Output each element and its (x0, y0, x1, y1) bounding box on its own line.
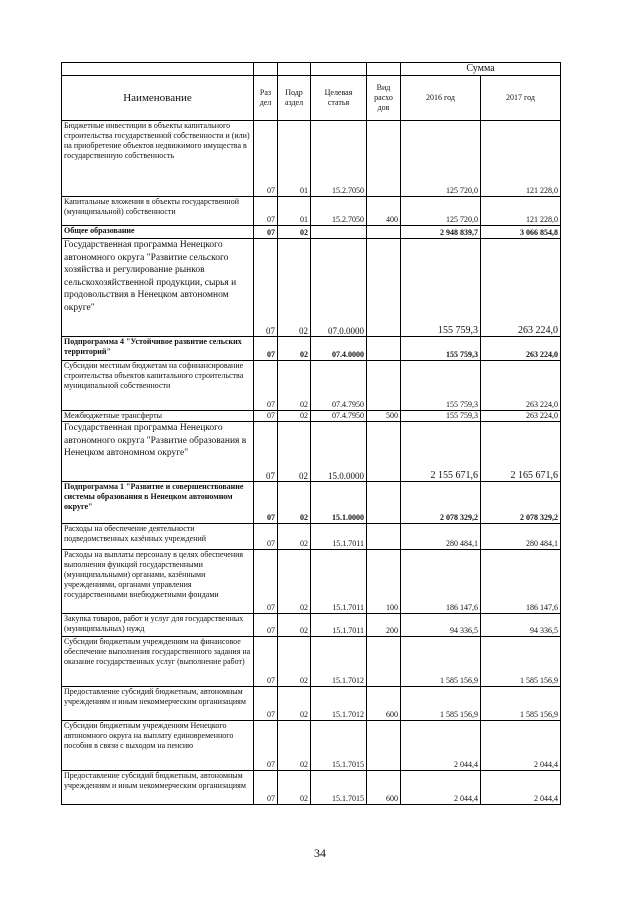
row-podrazdel: 02 (278, 524, 311, 550)
table-row (62, 226, 561, 239)
row-2017: 2 044,4 (481, 771, 561, 805)
row-2017: 2 078 329,2 (481, 482, 561, 524)
row-razdel: 07 (254, 771, 278, 805)
row-name: Предоставление субсидий бюджетным, автономным учреждениям и иным некоммерческим организациям (62, 687, 254, 721)
table-row (62, 687, 561, 721)
row-2017: 263 224,0 (481, 411, 561, 422)
row-razdel: 07 (254, 550, 278, 614)
row-target: 15.1.0000 (311, 482, 367, 524)
row-name: Государственная программа Ненецкого автономного округа "Развитие сельского хозяйства и регулирование рынков сельскохозяйственной продукции, сырья и продовольствия в Ненецком автономном округе" (62, 239, 254, 337)
table-row (62, 411, 561, 422)
row-vid: 600 (367, 687, 401, 721)
table-row (62, 721, 561, 771)
header-name: Наименование (62, 76, 254, 121)
table-row (62, 614, 561, 637)
row-podrazdel: 02 (278, 721, 311, 771)
row-vid (367, 239, 401, 337)
table-row (62, 550, 561, 614)
row-name: Межбюджетные трансферты (62, 411, 254, 422)
row-target: 15.1.7015 (311, 721, 367, 771)
row-target: 07.4.7950 (311, 361, 367, 411)
row-razdel: 07 (254, 197, 278, 226)
row-razdel: 07 (254, 422, 278, 482)
row-razdel: 07 (254, 226, 278, 239)
header-year-2017: 2017 год (481, 76, 561, 121)
header-top-row (62, 63, 561, 76)
row-vid (367, 721, 401, 771)
row-2016: 155 759,3 (401, 239, 481, 337)
row-2016: 1 585 156,9 (401, 637, 481, 687)
row-2017: 1 585 156,9 (481, 687, 561, 721)
table-row (62, 239, 561, 337)
row-2017: 2 165 671,6 (481, 422, 561, 482)
row-name: Расходы на выплаты персоналу в целях обеспечения выполнения функций государственными (муниципальными) органами, казёнными учреждениями, органами управления государственными внебюджетными фондами (62, 550, 254, 614)
row-2017: 280 484,1 (481, 524, 561, 550)
row-target: 15.0.0000 (311, 422, 367, 482)
row-name: Субсидии бюджетным учреждениям Ненецкого автономного округа на выплату единовременного пособия в связи с выходом на пенсию (62, 721, 254, 771)
row-target: 15.1.7011 (311, 550, 367, 614)
row-2016: 155 759,3 (401, 361, 481, 411)
table-row (62, 197, 561, 226)
row-razdel: 07 (254, 411, 278, 422)
row-2016: 94 336,5 (401, 614, 481, 637)
table-row (62, 337, 561, 361)
row-2016: 2 078 329,2 (401, 482, 481, 524)
row-target: 15.1.7012 (311, 687, 367, 721)
row-podrazdel: 02 (278, 482, 311, 524)
row-razdel: 07 (254, 721, 278, 771)
row-target: 15.2.7050 (311, 121, 367, 197)
table-row (62, 361, 561, 411)
table-row (62, 771, 561, 805)
row-target: 15.1.7011 (311, 524, 367, 550)
row-target: 07.0.0000 (311, 239, 367, 337)
row-razdel: 07 (254, 482, 278, 524)
row-target: 15.2.7050 (311, 197, 367, 226)
header-target: Целевая статья (311, 76, 367, 121)
row-target: 07.4.7950 (311, 411, 367, 422)
page-number: 34 (314, 846, 326, 860)
row-podrazdel: 02 (278, 771, 311, 805)
table-row (62, 422, 561, 482)
row-2016: 186 147,6 (401, 550, 481, 614)
row-2016: 2 044,4 (401, 721, 481, 771)
row-vid (367, 361, 401, 411)
row-name: Предоставление субсидий бюджетным, автономным учреждениям и иным некоммерческим организациям (62, 771, 254, 805)
row-2016: 280 484,1 (401, 524, 481, 550)
row-2017: 263 224,0 (481, 239, 561, 337)
row-2016: 155 759,3 (401, 337, 481, 361)
table-row (62, 121, 561, 197)
row-razdel: 07 (254, 337, 278, 361)
row-name: Субсидии местным бюджетам на софинансирование строительства объектов капитального строительства муниципальной собственности (62, 361, 254, 411)
row-2017: 2 044,4 (481, 721, 561, 771)
row-razdel: 07 (254, 524, 278, 550)
row-2016: 1 585 156,9 (401, 687, 481, 721)
row-razdel: 07 (254, 121, 278, 197)
header-summa: Сумма (401, 63, 561, 76)
header-podrazdel: Подр аздел (278, 76, 311, 121)
row-2017: 263 224,0 (481, 361, 561, 411)
row-2017: 186 147,6 (481, 550, 561, 614)
row-podrazdel: 02 (278, 687, 311, 721)
row-vid: 600 (367, 771, 401, 805)
row-vid: 200 (367, 614, 401, 637)
row-razdel: 07 (254, 239, 278, 337)
row-2017: 1 585 156,9 (481, 637, 561, 687)
row-2017: 263 224,0 (481, 337, 561, 361)
row-target: 07.4.0000 (311, 337, 367, 361)
row-podrazdel: 02 (278, 226, 311, 239)
row-2017: 94 336,5 (481, 614, 561, 637)
row-2016: 125 720,0 (401, 121, 481, 197)
row-razdel: 07 (254, 637, 278, 687)
row-name: Закупка товаров, работ и услуг для государственных (муниципальных) нужд (62, 614, 254, 637)
row-vid (367, 524, 401, 550)
table-row (62, 637, 561, 687)
row-name: Капитальные вложения в объекты государственной (муниципальной) собственности (62, 197, 254, 226)
row-vid (367, 121, 401, 197)
row-razdel: 07 (254, 361, 278, 411)
row-vid: 400 (367, 197, 401, 226)
row-podrazdel: 02 (278, 614, 311, 637)
row-podrazdel: 02 (278, 550, 311, 614)
row-2016: 155 759,3 (401, 411, 481, 422)
row-podrazdel: 02 (278, 637, 311, 687)
header-razdel: Раз дел (254, 76, 278, 121)
row-name: Государственная программа Ненецкого автономного округа "Развитие образования в Ненецком автономном округе" (62, 422, 254, 482)
header-year-2016: 2016 год (401, 76, 481, 121)
row-2016: 2 948 839,7 (401, 226, 481, 239)
row-name: Подпрограмма 4 "Устойчивое развитие сельских территорий" (62, 337, 254, 361)
row-name: Общее образование (62, 226, 254, 239)
row-vid (367, 226, 401, 239)
row-podrazdel: 02 (278, 411, 311, 422)
header-vid: Вид расхо дов (367, 76, 401, 121)
row-target: 15.1.7011 (311, 614, 367, 637)
row-target: 15.1.7015 (311, 771, 367, 805)
row-podrazdel: 01 (278, 197, 311, 226)
row-2017: 121 228,0 (481, 197, 561, 226)
row-name: Субсидии бюджетным учреждениям на финансовое обеспечение выполнения государственного задания на оказание государственных услуг (выполнение работ) (62, 637, 254, 687)
row-vid (367, 482, 401, 524)
row-target: 15.1.7012 (311, 637, 367, 687)
row-podrazdel: 02 (278, 239, 311, 337)
row-name: Бюджетные инвестиции в объекты капитального строительства государственной собственности и (или) на приобретение объектов недвижимого имущества в государственную собственность (62, 121, 254, 197)
row-target (311, 226, 367, 239)
row-razdel: 07 (254, 687, 278, 721)
row-vid (367, 337, 401, 361)
row-2016: 2 155 671,6 (401, 422, 481, 482)
row-podrazdel: 02 (278, 337, 311, 361)
row-podrazdel: 02 (278, 422, 311, 482)
table-row (62, 524, 561, 550)
row-2017: 3 066 854,8 (481, 226, 561, 239)
row-2017: 121 228,0 (481, 121, 561, 197)
row-vid (367, 637, 401, 687)
table-row (62, 482, 561, 524)
row-2016: 125 720,0 (401, 197, 481, 226)
row-name: Подпрограмма 1 "Развитие и совершенствование системы образования в Ненецком автономном округе" (62, 482, 254, 524)
row-podrazdel: 02 (278, 361, 311, 411)
row-2016: 2 044,4 (401, 771, 481, 805)
row-podrazdel: 01 (278, 121, 311, 197)
row-vid: 500 (367, 411, 401, 422)
row-vid (367, 422, 401, 482)
budget-table (61, 62, 561, 805)
header-row (62, 76, 561, 121)
row-vid: 100 (367, 550, 401, 614)
row-name: Расходы на обеспечение деятельности подведомственных казённых учреждений (62, 524, 254, 550)
row-razdel: 07 (254, 614, 278, 637)
